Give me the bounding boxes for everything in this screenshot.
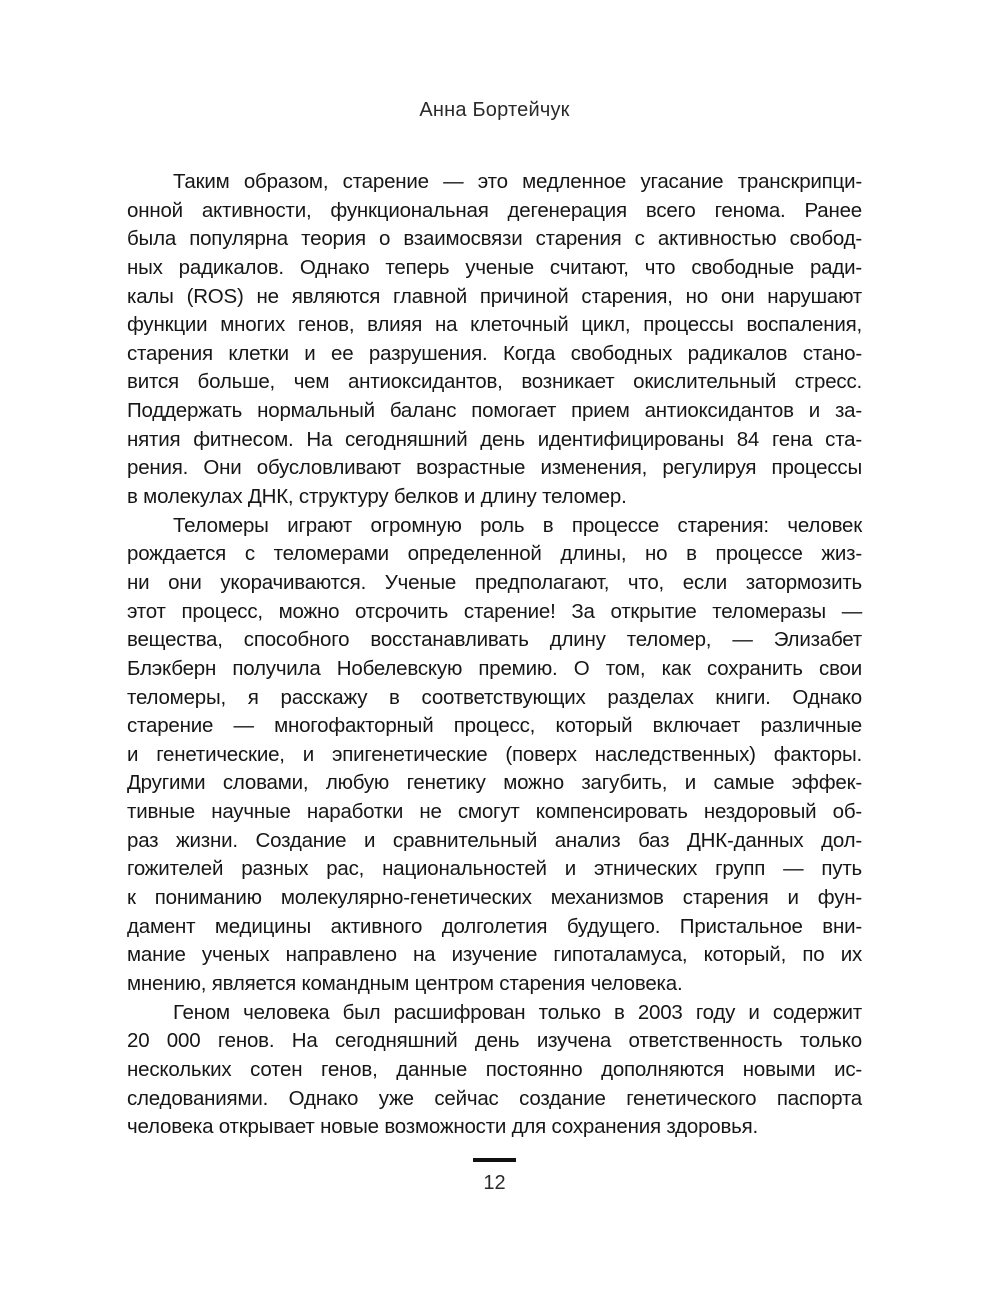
text-line: старения клетки и ее разрушения. Когда свободных радикалов стано- xyxy=(127,341,862,365)
page-number: 12 xyxy=(483,1172,506,1194)
text-line: рождается с теломерами определенной длины, но в процессе жиз- xyxy=(127,542,862,566)
running-header-author: Анна Бортейчук xyxy=(419,99,570,121)
text-line: функции многих генов, влияя на клеточный цикл, процессы воспаления, xyxy=(127,313,862,337)
text-line: рения. Они обусловливают возрастные изменения, регулируя процессы xyxy=(127,456,862,480)
text-line: Поддержать нормальный баланс помогает прием антиоксидантов и за- xyxy=(127,399,862,423)
text-line: нятия фитнесом. На сегодняшний день идентифицированы 84 гена ста- xyxy=(127,427,862,451)
paragraph xyxy=(127,999,862,1142)
paragraph xyxy=(127,512,862,999)
text-line: 20 000 генов. На сегодняшний день изучена ответственность только xyxy=(127,1029,862,1053)
text-line: в молекулах ДНК, структуру белков и длину теломер. xyxy=(127,485,627,509)
text-line: калы (ROS) не являются главной причиной старения, но они нарушают xyxy=(127,284,862,308)
text-line: этот процесс, можно отсрочить старение! За открытие теломеразы — xyxy=(127,599,862,623)
text-line: нескольких сотен генов, данные постоянно дополняются новыми ис- xyxy=(127,1057,862,1081)
footer-rule xyxy=(473,1158,516,1162)
text-line: Теломеры играют огромную роль в процессе старения: человек xyxy=(173,513,862,537)
text-line: к пониманию молекулярно-генетических механизмов старения и фун- xyxy=(127,886,862,910)
text-line: теломеры, я расскажу в соответствующих разделах книги. Однако xyxy=(127,685,862,709)
text-line: и генетические, и эпигенетические (поверх наследственных) факторы. xyxy=(127,742,862,766)
text-line: раз жизни. Создание и сравнительный анализ баз ДНК-данных дол- xyxy=(127,828,862,852)
text-line: дамент медицины активного долголетия будущего. Пристальное вни- xyxy=(127,914,862,938)
text-line: вится больше, чем антиоксидантов, возникает окислительный стресс. xyxy=(127,370,862,394)
page-footer xyxy=(127,1158,862,1194)
text-line: человека открывает новые возможности для сохранения здоровья. xyxy=(127,1115,759,1139)
text-line: Другими словами, любую генетику можно загубить, и самые эффек- xyxy=(127,771,862,795)
text-line: ных радикалов. Однако теперь ученые считают, что свободные ради- xyxy=(127,255,862,279)
text-line: старение — многофакторный процесс, который включает различные xyxy=(127,714,862,738)
text-line: Геном человека был расшифрован только в 2003 году и содержит xyxy=(173,1000,862,1024)
text-line: гожителей разных рас, национальностей и этнических групп — путь xyxy=(127,857,862,881)
text-line: Блэкберн получила Нобелевскую премию. О том, как сохранить свои xyxy=(127,656,862,680)
text-line: мнению, является командным центром старения человека. xyxy=(127,971,683,995)
text-line: следованиями. Однако уже сейчас создание генетического паспорта xyxy=(127,1086,862,1110)
text-line: тивные научные наработки не смогут компенсировать нездоровый об- xyxy=(127,800,862,824)
text-line: онной активности, функциональная дегенерация всего генома. Ранее xyxy=(127,198,862,222)
text-line: мание ученых направлено на изучение гипоталамуса, который, по их xyxy=(127,943,862,967)
text-line: вещества, способного восстанавливать длину теломер, — Элизабет xyxy=(127,628,862,652)
paragraph xyxy=(127,168,862,512)
text-line: была популярна теория о взаимосвязи старения с активностью свобод- xyxy=(127,227,862,251)
text-line: Таким образом, старение — это медленное угасание транскрипци- xyxy=(173,170,862,193)
text-line: ни они укорачиваются. Ученые предполагают, что, если затормозить xyxy=(127,570,862,594)
page-body xyxy=(127,168,862,1142)
